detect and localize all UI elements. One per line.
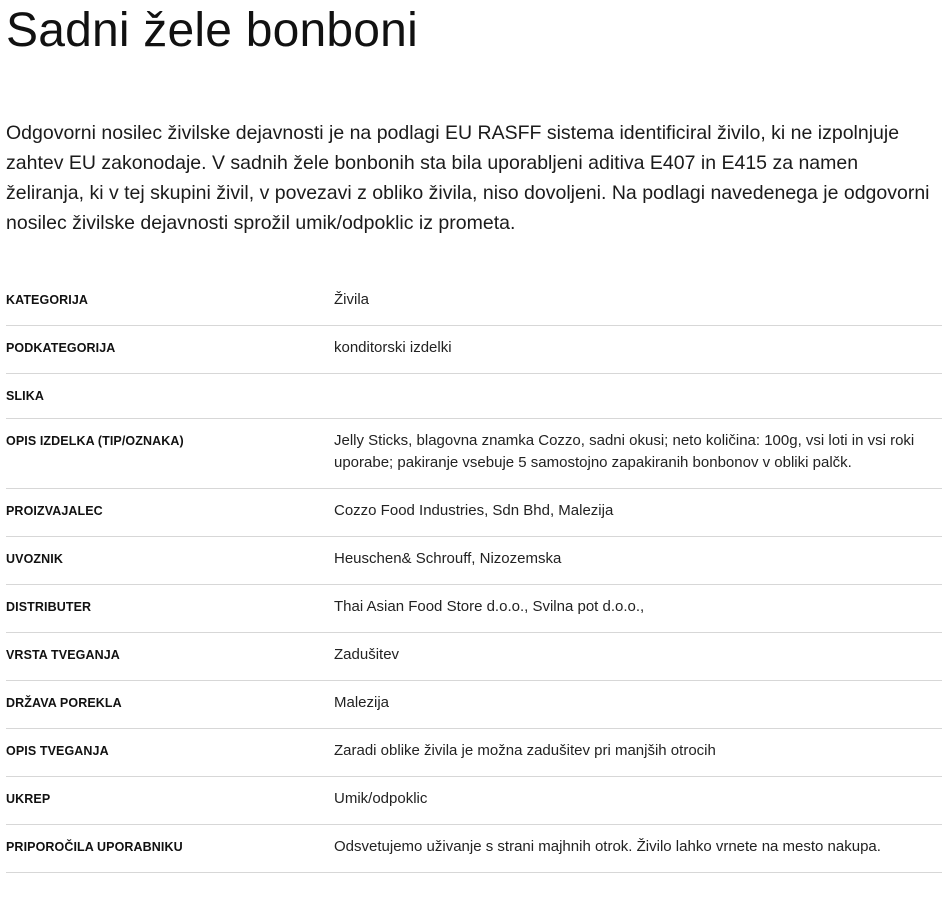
row-value-distributer: Thai Asian Food Store d.o.o., Svilna pot d.o.o., <box>334 598 645 615</box>
row-label-drzava-porekla: DRŽAVA POREKLA <box>6 696 122 710</box>
row-label-kategorija: KATEGORIJA <box>6 293 89 307</box>
row-label-opis-izdelka: OPIS IZDELKA (TIP/OZNAKA) <box>6 434 184 448</box>
table-row <box>6 585 942 633</box>
table-row <box>6 278 942 326</box>
row-value-podkategorija: konditorski izdelki <box>334 339 452 356</box>
row-label-ukrep: UKREP <box>6 792 51 806</box>
table-row <box>6 825 942 873</box>
row-value-vrsta-tveganja: Zadušitev <box>334 646 400 663</box>
row-label-proizvajalec: PROIZVAJALEC <box>6 504 103 518</box>
table-row <box>6 326 942 374</box>
row-value-ukrep: Umik/odpoklic <box>334 790 428 807</box>
row-label-podkategorija: PODKATEGORIJA <box>6 341 116 355</box>
row-value-priporocila: Odsvetujemo uživanje s strani majhnih otrok. Živilo lahko vrnete na mesto nakupa. <box>334 838 881 855</box>
table-row <box>6 729 942 777</box>
row-value-proizvajalec: Cozzo Food Industries, Sdn Bhd, Malezija <box>334 502 614 519</box>
row-value-slika <box>334 374 942 419</box>
details-table <box>6 278 942 873</box>
table-row <box>6 681 942 729</box>
row-label-uvoznik: UVOZNIK <box>6 552 63 566</box>
row-value-drzava-porekla: Malezija <box>334 694 390 711</box>
page-title: Sadni žele bonboni <box>6 4 418 57</box>
row-value-kategorija: Živila <box>334 291 370 308</box>
row-label-distributer: DISTRIBUTER <box>6 600 92 614</box>
row-value-opis-izdelka: Jelly Sticks, blagovna znamka Cozzo, sadni okusi; neto količina: 100g, vsi loti in vsi roki uporabe; pakiranje vsebuje 5 samostojno zapakiranih bonbonov v obliki palčk. <box>334 432 915 471</box>
table-row <box>6 489 942 537</box>
row-label-vrsta-tveganja: VRSTA TVEGANJA <box>6 648 120 662</box>
table-row <box>6 419 942 489</box>
row-label-priporocila: PRIPOROČILA UPORABNIKU <box>6 840 183 854</box>
row-label-opis-tveganja: OPIS TVEGANJA <box>6 744 109 758</box>
row-value-opis-tveganja: Zaradi oblike živila je možna zadušitev pri manjših otrocih <box>334 742 716 759</box>
row-value-uvoznik: Heuschen& Schrouff, Nizozemska <box>334 550 562 567</box>
table-row <box>6 777 942 825</box>
row-label-slika: SLIKA <box>6 389 44 403</box>
table-row <box>6 633 942 681</box>
table-row <box>6 537 942 585</box>
table-row <box>6 374 942 419</box>
intro-paragraph: Odgovorni nosilec živilske dejavnosti je na podlagi EU RASFF sistema identificiral živilo, ki ne izpolnjuje zahtev EU zakonodaje. V sadnih žele bonbonih sta bila uporabljeni aditiva E407 in E415 za namen želiranja, ki v tej skupini živil, v povezavi z obliko živila, niso dovoljeni. Na podlagi navedenega je odgovorni nosilec živilske dejavnosti sprožil umik/odpoklic iz prometa. <box>6 122 930 234</box>
